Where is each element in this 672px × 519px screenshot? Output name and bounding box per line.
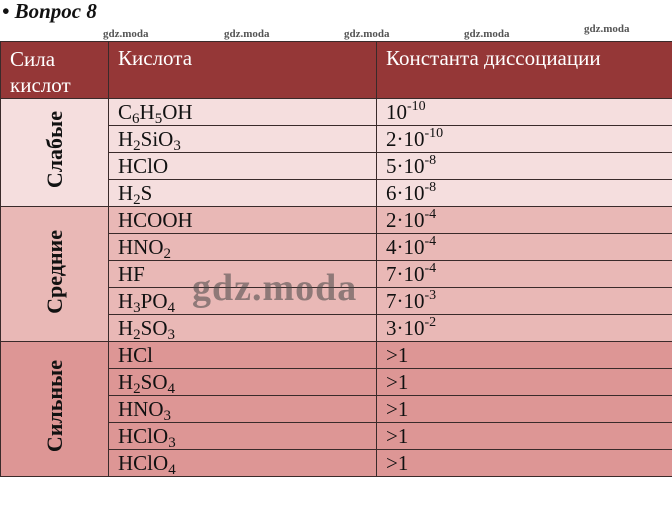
acid-formula-cell [109,369,377,396]
acid-formula-cell [109,315,377,342]
formula-subscript: 3 [168,435,176,450]
group-label: Сильные [41,360,67,453]
watermark-text: gdz.moda [224,28,270,40]
constant-exponent: -3 [424,288,437,303]
watermark-text: gdz.moda [584,23,630,35]
formula-subscript: 3 [167,327,176,342]
dissociation-constant-cell [377,261,672,288]
dissociation-constant-cell [377,180,672,207]
group-label-cell [1,207,109,342]
acid-formula-cell [109,180,377,207]
acid-formula-cell [109,450,377,477]
watermark-row [0,22,672,38]
formula-subscript: 4 [168,462,176,477]
acid-formula-cell [109,207,377,234]
dissociation-constant-cell [377,369,672,396]
dissociation-constant-cell [377,423,672,450]
formula-part: SiO [140,127,174,151]
constant-base: 5·10 [386,154,425,178]
formula-subscript: 6 [132,111,140,126]
group-label: Слабые [41,111,67,189]
formula-part: PO [140,289,168,313]
group-label: Средние [41,229,67,314]
dissociation-constant-cell [377,315,672,342]
constant-base: 6·10 [386,181,425,205]
constant-base: 10 [386,100,407,124]
dissociation-constant-cell [377,153,672,180]
constant-base: >1 [386,343,409,367]
constant-base: 7·10 [386,262,425,286]
formula-part: H [118,289,134,313]
formula-part: H [118,316,134,340]
formula-part: HClO [118,424,169,448]
constant-base: >1 [386,397,409,421]
question-heading: • Вопрос 8 [2,0,97,23]
watermark-text: gdz.moda [344,28,390,40]
dissociation-constant-cell [377,450,672,477]
formula-part: HNO [118,235,164,259]
dissociation-constant-cell [377,207,672,234]
constant-base: 2·10 [386,208,425,232]
formula-part: HNO [118,397,164,421]
formula-part: HCl [118,343,154,367]
constant-exponent: -10 [407,99,426,114]
constant-exponent: -4 [424,261,437,276]
formula-part: SO [140,316,168,340]
constant-exponent: -4 [424,207,437,222]
formula-part: C [118,100,133,124]
constant-base: >1 [386,424,409,448]
table-row [1,342,672,369]
constant-base: 4·10 [386,235,425,259]
acid-formula-cell [109,153,377,180]
formula-subscript: 5 [154,111,163,126]
formula-part: S [140,181,153,205]
acid-formula-cell [109,396,377,423]
formula-subscript: 2 [163,246,171,261]
dissociation-constant-cell [377,234,672,261]
table-row [1,99,672,126]
dissociation-constant-cell [377,396,672,423]
dissociation-constant-cell [377,99,672,126]
table-row [1,207,672,234]
formula-part: SO [140,370,168,394]
dissociation-constant-cell [377,342,672,369]
constant-exponent: -8 [424,153,437,168]
acid-formula-cell [109,234,377,261]
constant-exponent: -8 [424,180,437,195]
formula-subscript: 3 [163,408,171,423]
dissociation-constant-cell [377,126,672,153]
formula-subscript: 3 [173,138,181,153]
acid-formula-cell [109,126,377,153]
formula-part: H [118,127,134,151]
formula-part: H [139,100,155,124]
acid-formula-cell [109,342,377,369]
constant-base: 3·10 [386,316,425,340]
watermark-text: gdz.moda [464,28,510,40]
formula-part: HClO [118,451,169,475]
formula-subscript: 4 [167,381,176,396]
constant-exponent: -4 [424,234,437,249]
acid-formula-cell [109,99,377,126]
formula-part: OH [162,100,193,124]
formula-part: HF [118,262,145,286]
constant-base: >1 [386,451,409,475]
dissociation-constant-cell [377,288,672,315]
constant-base: 2·10 [386,127,425,151]
formula-subscript: 2 [133,381,141,396]
formula-subscript: 2 [133,138,141,153]
formula-part: HCOOH [118,208,193,232]
watermark-logo: gdz.moda [192,267,358,309]
formula-part: H [118,370,134,394]
group-label-cell [1,99,109,207]
constant-base: >1 [386,370,409,394]
acid-formula-cell [109,423,377,450]
header-strength: Сила кислот [1,42,109,99]
constant-base: 7·10 [386,289,425,313]
header-acid: Кислота [109,42,377,99]
constant-exponent: -10 [424,126,444,141]
formula-part: H [118,181,134,205]
formula-subscript: 2 [133,327,141,342]
constant-exponent: -2 [424,315,437,330]
formula-subscript: 4 [167,300,176,315]
formula-subscript: 3 [133,300,141,315]
table-header-row [1,42,672,99]
formula-part: HClO [118,154,169,178]
header-constant: Константа диссоциации [377,42,672,99]
group-label-cell [1,342,109,477]
watermark-text: gdz.moda [103,28,149,40]
acid-strength-table [0,41,672,477]
formula-subscript: 2 [133,192,141,207]
